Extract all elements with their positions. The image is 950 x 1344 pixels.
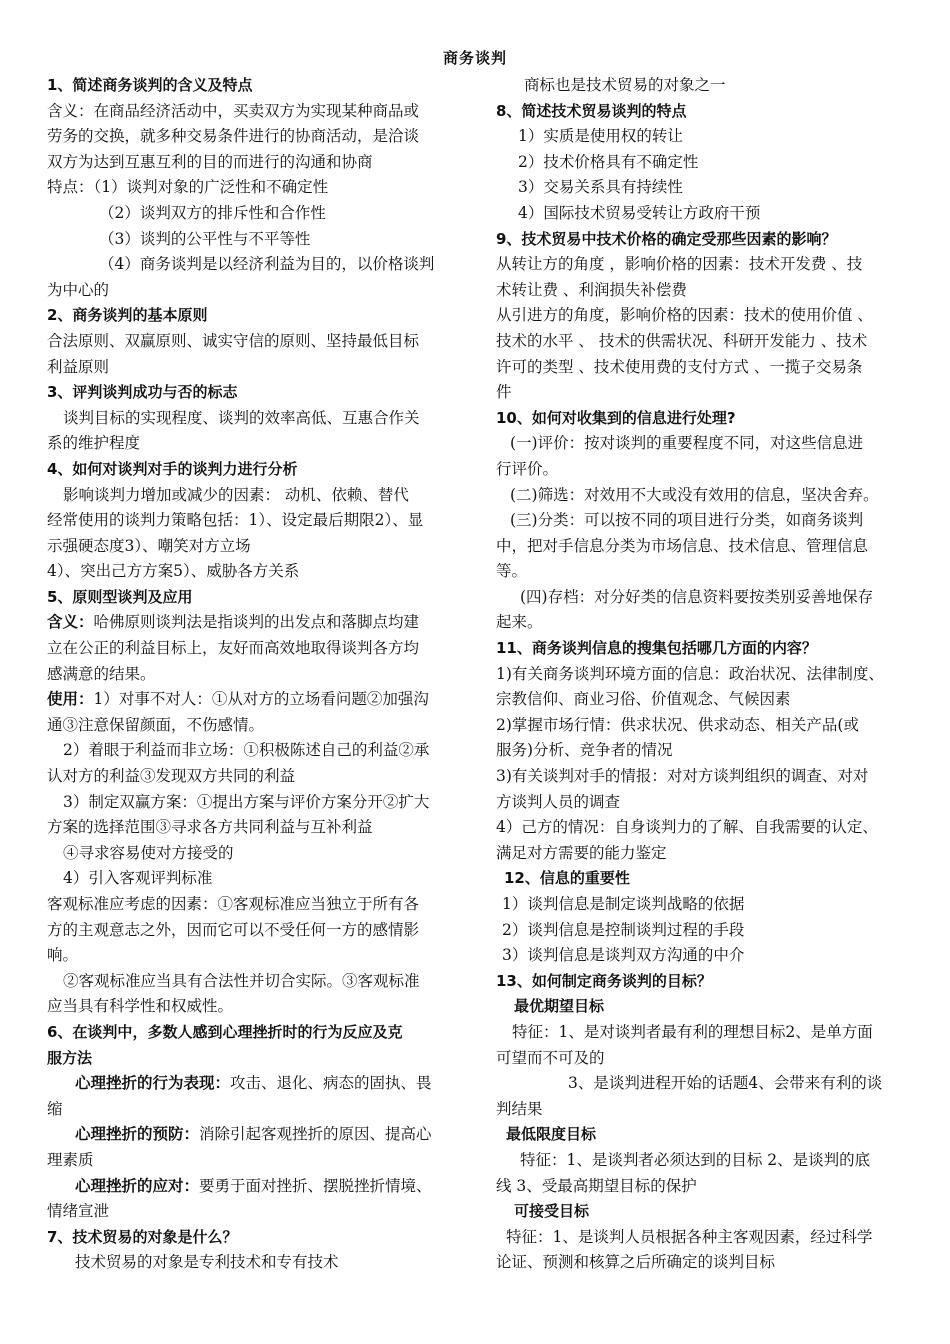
text-line: （2）谈判双方的排斥性和合作性 [99,203,326,222]
section-heading: 最优期望目标 [514,997,605,1016]
section-heading: 10、如何对收集到的信息进行处理? [496,408,736,427]
text-line: ②客观标准应当具有合法性并切合实际。③客观标准 [63,971,420,990]
text-line: 技术贸易的对象是专利技术和专有技术 [75,1253,339,1272]
text-line: 术转让费 、利润损失补偿费 [496,280,687,299]
section-heading: 可接受目标 [514,1202,590,1221]
text-line: 系的维护程度 [47,434,141,453]
text-line: 立在公正的利益目标上，友好而高效地取得谈判各方均 [47,639,420,658]
text-line: 1)有关商务谈判环境方面的信息：政治状况、法律制度、 [496,664,884,683]
section-heading: 7、技术贸易的对象是什么？ [47,1227,238,1246]
section-heading: 4、如何对谈判对手的谈判力进行分析 [47,459,298,478]
text-line: 3、是谈判进程开始的话题4、会带来有利的谈 [568,1074,883,1093]
text-line: （4）商务谈判是以经济利益为目的，以价格谈判 [99,255,435,274]
bold-label: 心理挫折的应对： [75,1176,200,1195]
section-heading: 3、评判谈判成功与否的标志 [47,383,238,402]
section-heading: 8、简述技术贸易谈判的特点 [496,101,687,120]
text-line: 客观标准应考虑的因素：①客观标准应当独立于所有各 [47,895,420,913]
text-line [47,1174,465,1200]
section-heading: 11、商务谈判信息的搜集包括哪几方面的内容？ [496,639,817,658]
text-line: 特征：1、是谈判者必须达到的目标 2、是谈判的底 [520,1150,871,1169]
text-line: (三)分类：可以按不同的项目进行分类，如商务谈判 [510,511,864,530]
text-line: 为中心的 [47,280,110,299]
text-line: 等。 [496,562,528,581]
text-line: 感满意的结果。 [47,664,156,683]
page-title: 商务谈判 [442,49,507,67]
label-text: 消除引起客观挫折的原因、提高心 [199,1125,432,1144]
text-line: 件 [496,383,512,402]
right-column [496,73,914,1276]
text-line: (二)筛选：对效用不大或没有效用的信息，坚决舍弃。 [510,485,879,504]
text-line: 情绪宣泄 [47,1202,110,1221]
text-line: 1）实质是使用权的转让 [518,127,683,146]
text-line: 2）着眼于利益而非立场：①积极陈述自己的利益②承 [63,741,430,760]
text-line: (四)存档：对分好类的信息资料要按类别妥善地保存 [520,587,874,606]
text-line: 商标也是技术贸易的对象之一 [524,76,726,94]
text-line: 3）制定双赢方案：①提出方案与评价方案分开②扩大 [63,792,430,811]
text-line: 含义：在商品经济活动中，买卖双方为实现某种商品或 [47,101,420,120]
text-line: 从引进方的角度，影响价格的因素：技术的使用价值 、 [496,306,873,325]
section-heading: 13、如何制定商务谈判的目标？ [496,971,712,990]
bold-label: 使用： [47,690,94,709]
section-heading: 6、在谈判中，多数人感到心理挫折时的行为反应及克 [47,1022,403,1041]
text-line: 4）己方的情况：自身谈判力的了解、自我需要的认定、 [496,818,878,837]
text-line [47,1122,465,1148]
text-line: 4）、突出己方方案5）、威胁各方关系 [47,562,300,581]
text-line: 从转让方的角度 ，影响价格的因素：技术开发费 、技 [496,255,863,274]
text-line: (一)评价：按对谈判的重要程度不同，对这些信息进 [510,434,864,453]
left-column [47,73,465,1276]
text-line: 利益原则 [47,357,110,376]
section-heading: 5、原则型谈判及应用 [47,587,193,606]
section-heading: 9、技术贸易中技术价格的确定受那些因素的影响？ [496,229,837,248]
text-line: 响。 [47,946,79,965]
text-line: 劳务的交换，就多种交易条件进行的协商活动，是洽谈 [47,127,420,146]
text-line: （3）谈判的公平性与不平等性 [99,229,311,248]
text-line: 影响谈判力增加或减少的因素： 动机、依赖、替代 [63,485,409,504]
text-line: 通③注意保留颜面，不伤感情。 [47,715,265,734]
label-text: 要勇于面对挫折、摆脱挫折情境、 [199,1176,432,1195]
text-line: 4）国际技术贸易受转让方政府干预 [518,203,761,222]
label-text: 攻击、退化、病态的固执、畏 [230,1074,432,1093]
text-line: 许可的类型 、技术使用费的支付方式 、一揽子交易条 [496,357,863,376]
text-line [47,687,465,713]
text-line: 行评价。 [496,459,559,478]
text-line: 理素质 [47,1150,94,1169]
text-line: 满足对方需要的能力鉴定 [496,843,667,862]
text-line: 1）谈判信息是制定谈判战略的依据 [502,895,745,913]
text-line: 特征：1、是对谈判者最有利的理想目标2、是单方面 [512,1022,873,1041]
text-line [47,610,465,636]
text-line: 论证、预测和核算之后所确定的谈判目标 [496,1253,776,1272]
section-heading: 12、信息的重要性 [504,869,630,888]
text-line: 经常使用的谈判力策略包括：1）、设定最后期限2）、显 [47,511,424,530]
text-line: 方的主观意志之外，因而它可以不受任何一方的感情影 [47,920,420,939]
section-heading: 1、简述商务谈判的含义及特点 [47,76,253,94]
text-line: 2)掌握市场行情：供求状况、供求动态、相关产品(或 [496,715,859,734]
label-text: 哈佛原则谈判法是指谈判的出发点和落脚点均建 [93,613,420,632]
text-line: 认对方的利益③发现双方共同的利益 [47,767,296,786]
text-line: 中，把对手信息分类为市场信息、技术信息、管理信息 [496,536,869,555]
text-line: 示强硬态度3）、嘲笑对方立场 [47,536,251,555]
text-line: 2）谈判信息是控制谈判过程的手段 [502,920,745,939]
label-text: 1）对事不对人：①从对方的立场看问题②加强沟 [93,690,429,709]
text-line: 方案的选择范围③寻求各方共同利益与互补利益 [47,818,373,837]
text-line: 技术的水平 、 技术的供需状况、科研开发能力 、技术 [496,331,868,350]
text-line: 双方为达到互惠互利的目的而进行的沟通和协商 [47,152,373,171]
text-line: ④寻求容易使对方接受的 [63,843,234,862]
text-line: 4）引入客观评判标准 [63,869,213,888]
text-line: 宗教信仰、商业习俗、价值观念、气候因素 [496,690,791,709]
text-line: 判结果 [496,1099,543,1118]
section-heading: 服方法 [47,1048,93,1067]
text-line: 线 3、受最高期望目标的保护 [496,1176,697,1195]
text-line: 方谈判人员的调查 [496,792,621,811]
text-line: 合法原则、双赢原则、诚实守信的原则、坚持最低目标 [47,331,420,350]
text-line: 缩 [47,1099,63,1118]
bold-label: 含义： [47,613,94,632]
text-line: 3）交易关系具有持续性 [518,178,683,197]
text-line: 应当具有科学性和权威性。 [47,997,234,1016]
text-line: 2）技术价格具有不确定性 [518,152,699,171]
text-line: 可望而不可及的 [496,1048,605,1067]
bold-label: 心理挫折的预防： [75,1125,200,1144]
text-line: 特点：（1）谈判对象的广泛性和不确定性 [47,178,329,197]
text-line: 特征：1、是谈判人员根据各种主客观因素，经过科学 [506,1227,873,1246]
text-line: 谈判目标的实现程度、谈判的效率高低、互惠合作关 [63,408,420,427]
text-line: 3)有关谈判对手的情报：对对方谈判组织的调查、对对 [496,767,869,786]
bold-label: 心理挫折的行为表现： [75,1074,231,1093]
text-line [47,1071,465,1097]
text-line: 3）谈判信息是谈判双方沟通的中介 [502,946,745,965]
text-line: 服务)分析、竞争者的情况 [496,741,673,760]
section-heading: 最低限度目标 [506,1125,597,1144]
section-heading: 2、商务谈判的基本原则 [47,306,208,325]
text-line: 起来。 [496,613,543,632]
